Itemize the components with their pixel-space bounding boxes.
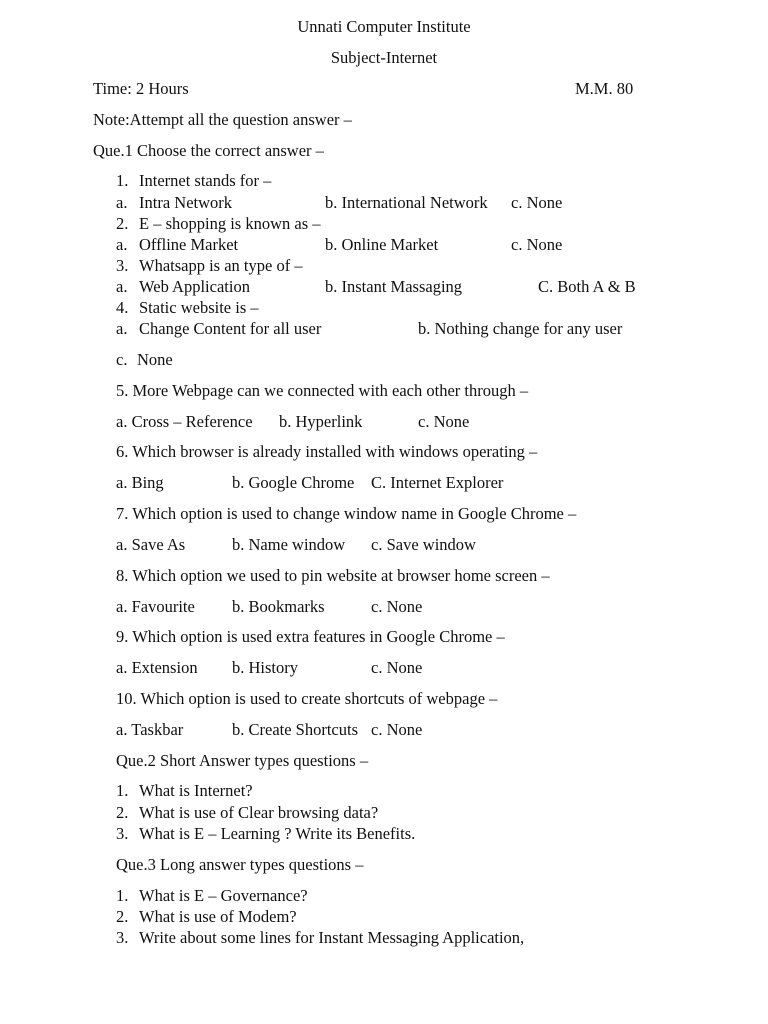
que3-heading: Que.3 Long answer types questions – <box>116 855 364 874</box>
institute-title: Unnati Computer Institute <box>297 17 471 36</box>
q9-option-c: c. None <box>371 658 423 677</box>
q8-option-a: a. Favourite <box>116 597 195 616</box>
q4-opt-a-label: a. <box>116 319 128 338</box>
q10-option-c: c. None <box>371 720 423 739</box>
que3-item-2-number: 2. <box>116 907 129 926</box>
q1-number: 1. <box>116 171 129 190</box>
que3-item-1-number: 1. <box>116 886 129 905</box>
q1-option-b: b. International Network <box>325 193 488 212</box>
q5-option-c: c. None <box>418 412 470 431</box>
q1-option-a: Intra Network <box>139 193 233 212</box>
que2-item-3: What is E – Learning ? Write its Benefits. <box>139 824 416 843</box>
q2-option-c: c. None <box>511 235 563 254</box>
q1-text: Internet stands for – <box>139 171 272 190</box>
q6-text: 6. Which browser is already installed with windows operating – <box>116 442 538 461</box>
que2-item-3-number: 3. <box>116 824 129 843</box>
que3-item-1: What is E – Governance? <box>139 886 308 905</box>
q7-option-a: a. Save As <box>116 535 186 554</box>
q2-option-b: b. Online Market <box>325 235 439 254</box>
q3-number: 3. <box>116 256 129 275</box>
q4-opt-c-label: c. <box>116 350 128 369</box>
que3-item-3: Write about some lines for Instant Messaging Application, <box>139 928 525 947</box>
que3-item-2: What is use of Modem? <box>139 907 297 926</box>
q3-option-a: Web Application <box>139 277 250 296</box>
que3-item-3-number: 3. <box>116 928 129 947</box>
que2-heading: Que.2 Short Answer types questions – <box>116 751 369 770</box>
que2-item-1: What is Internet? <box>139 781 253 800</box>
q2-opt-a-label: a. <box>116 235 128 254</box>
q10-option-a: a. Taskbar <box>116 720 184 739</box>
q6-option-a: a. Bing <box>116 473 164 492</box>
time-label: Time: 2 Hours <box>93 79 189 98</box>
que1-heading: Que.1 Choose the correct answer – <box>93 141 324 160</box>
q6-option-b: b. Google Chrome <box>232 473 355 492</box>
q9-option-a: a. Extension <box>116 658 198 677</box>
q4-option-c: None <box>137 350 173 369</box>
q8-text: 8. Which option we used to pin website at browser home screen – <box>116 566 550 585</box>
que2-item-2: What is use of Clear browsing data? <box>139 803 379 822</box>
q7-text: 7. Which option is used to change window name in Google Chrome – <box>116 504 577 523</box>
q3-option-b: b. Instant Massaging <box>325 277 463 296</box>
que2-item-2-number: 2. <box>116 803 129 822</box>
q2-option-a: Offline Market <box>139 235 239 254</box>
q2-number: 2. <box>116 214 129 233</box>
q4-number: 4. <box>116 298 129 317</box>
q1-opt-a-label: a. <box>116 193 128 212</box>
q8-option-b: b. Bookmarks <box>232 597 325 616</box>
q1-option-c: c. None <box>511 193 563 212</box>
q5-option-b: b. Hyperlink <box>279 412 363 431</box>
q9-text: 9. Which option is used extra features in Google Chrome – <box>116 627 505 646</box>
q4-option-b: b. Nothing change for any user <box>418 319 623 338</box>
q9-option-b: b. History <box>232 658 298 677</box>
max-marks-label: M.M. 80 <box>575 79 634 98</box>
q3-opt-a-label: a. <box>116 277 128 296</box>
q10-text: 10. Which option is used to create shortcuts of webpage – <box>116 689 498 708</box>
q2-text: E – shopping is known as – <box>139 214 321 233</box>
subject-title: Subject-Internet <box>330 48 438 67</box>
q10-option-b: b. Create Shortcuts <box>232 720 359 739</box>
q8-option-c: c. None <box>371 597 423 616</box>
q6-option-c: C. Internet Explorer <box>371 473 504 492</box>
q4-text: Static website is – <box>139 298 259 317</box>
q7-option-b: b. Name window <box>232 535 346 554</box>
q7-option-c: c. Save window <box>371 535 476 554</box>
q5-option-a: a. Cross – Reference <box>116 412 253 431</box>
que2-item-1-number: 1. <box>116 781 129 800</box>
q3-text: Whatsapp is an type of – <box>139 256 303 275</box>
note-text: Note:Attempt all the question answer – <box>93 110 352 129</box>
q4-option-a: Change Content for all user <box>139 319 322 338</box>
q5-text: 5. More Webpage can we connected with each other through – <box>116 381 529 400</box>
q3-option-c: C. Both A & B <box>538 277 636 296</box>
